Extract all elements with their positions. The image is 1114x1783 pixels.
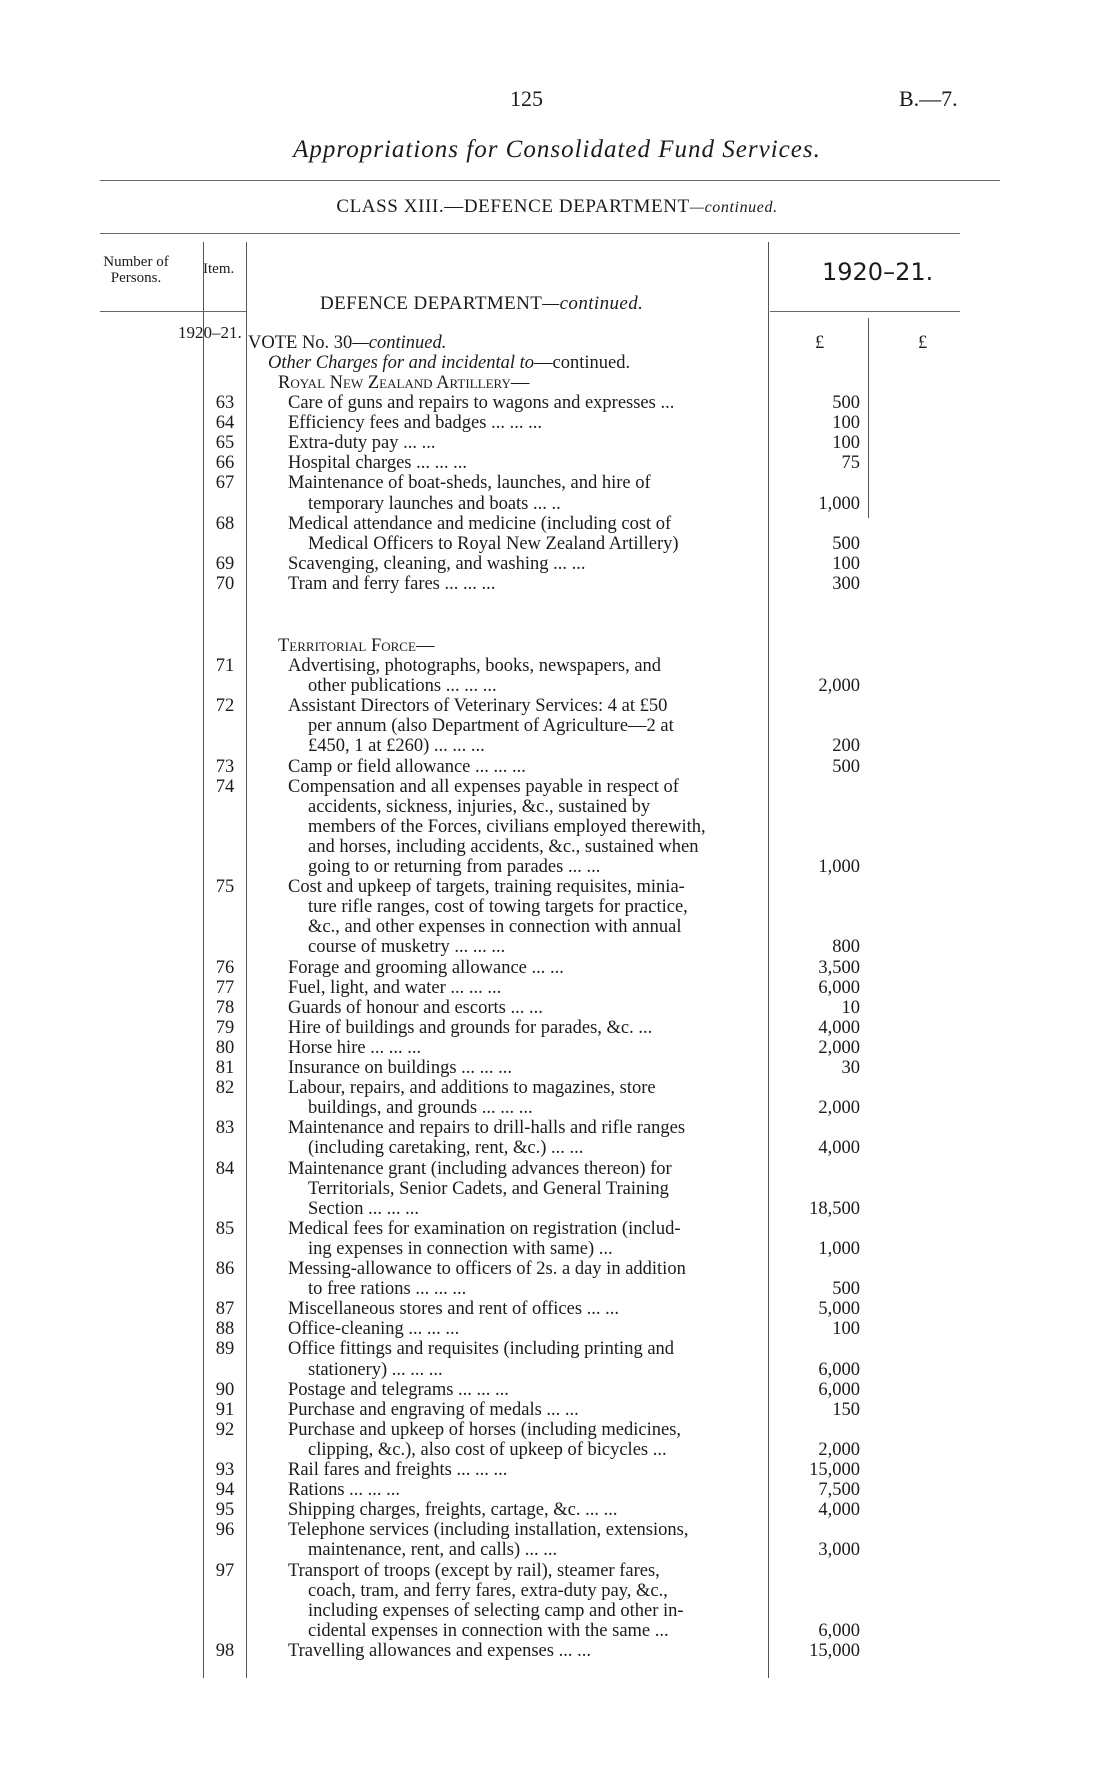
header-underline-right bbox=[770, 311, 960, 312]
item-description-line: Maintenance of boat-sheds, launches, and hire of bbox=[288, 473, 651, 494]
item-amount: 6,000 bbox=[818, 1620, 860, 1641]
item-description-line: Extra-duty pay ... ... bbox=[288, 433, 436, 454]
persons-year-header: 1920–21. bbox=[178, 323, 242, 342]
table-top-rule bbox=[100, 233, 960, 234]
item-amount: 200 bbox=[832, 736, 860, 757]
subheading-italic: Other Charges for and incidental to bbox=[268, 353, 535, 373]
item-amount: 6,000 bbox=[818, 1359, 860, 1380]
item-amount: 10 bbox=[841, 997, 860, 1018]
item-column-header: Item. bbox=[203, 261, 235, 277]
item-amount: 7,500 bbox=[818, 1480, 860, 1501]
item-description-line: maintenance, rent, and calls) ... ... bbox=[308, 1540, 558, 1561]
item-description-line: Hospital charges ... ... ... bbox=[288, 453, 467, 474]
item-amount: 1,000 bbox=[818, 1238, 860, 1259]
item-description-line: temporary launches and boats ... .. bbox=[308, 493, 561, 514]
page-number: 125 bbox=[510, 86, 543, 111]
item-amount: 2,000 bbox=[818, 1098, 860, 1119]
year-column-header: 1920–21. bbox=[822, 258, 934, 286]
item-description-line: Medical fees for examination on registration (includ- bbox=[288, 1218, 681, 1239]
item-description-line: stationery) ... ... ... bbox=[308, 1359, 443, 1380]
item-amount: 500 bbox=[832, 393, 860, 413]
item-amount: 300 bbox=[832, 573, 860, 594]
item-description-line: (including caretaking, rent, &c.) ... ... bbox=[308, 1138, 584, 1159]
class-heading-continued: —continued. bbox=[689, 199, 778, 216]
item-number: 94 bbox=[215, 1480, 235, 1501]
item-description-line: Rations ... ... ... bbox=[288, 1480, 401, 1501]
item-description-line: Transport of troops (except by rail), steamer fares, bbox=[288, 1560, 660, 1581]
item-number: 90 bbox=[215, 1379, 235, 1400]
item-amount: 1,000 bbox=[818, 857, 860, 877]
item-description-line: Purchase and engraving of medals ... ... bbox=[288, 1399, 579, 1420]
item-description-line: going to or returning from parades ... ... bbox=[308, 857, 601, 877]
item-number: 77 bbox=[215, 977, 235, 998]
item-description-line: Postage and telegrams ... ... ... bbox=[288, 1379, 509, 1400]
item-number: 95 bbox=[215, 1500, 235, 1521]
item-description-line: accidents, sickness, injuries, &c., sustained by bbox=[308, 796, 651, 817]
item-number: 64 bbox=[215, 413, 235, 434]
item-number: 78 bbox=[215, 997, 235, 1018]
class-heading-main: CLASS XIII.—DEFENCE DEPARTMENT bbox=[336, 196, 690, 217]
item-amount: 75 bbox=[841, 453, 860, 474]
item-description-line: and horses, including accidents, &c., sustained when bbox=[308, 836, 699, 857]
item-amount: 18,500 bbox=[809, 1198, 860, 1219]
item-number: 93 bbox=[215, 1460, 235, 1480]
item-description-line: members of the Forces, civilians employed therewith, bbox=[308, 816, 706, 837]
item-amount: 800 bbox=[832, 937, 860, 958]
item-number: 69 bbox=[215, 553, 235, 574]
currency-symbol-1: £ bbox=[815, 333, 825, 353]
item-number: 79 bbox=[215, 1017, 235, 1038]
item-description-line: Rail fares and freights ... ... ... bbox=[288, 1460, 508, 1480]
header-underline-left bbox=[100, 311, 246, 312]
item-description-line: buildings, and grounds ... ... ... bbox=[308, 1098, 533, 1119]
section-heading-territorial: Territorial Force— bbox=[278, 636, 435, 656]
item-number: 82 bbox=[215, 1078, 235, 1099]
item-number: 72 bbox=[215, 696, 235, 717]
item-description-line: Compensation and all expenses payable in respect of bbox=[288, 776, 679, 797]
item-description-line: Medical attendance and medicine (including cost of bbox=[288, 513, 672, 534]
item-description-line: Camp or field allowance ... ... ... bbox=[288, 756, 526, 777]
item-number: 87 bbox=[215, 1299, 235, 1320]
item-description-line: Advertising, photographs, books, newspapers, and bbox=[288, 656, 662, 676]
item-description-line: Purchase and upkeep of horses (including medicines, bbox=[288, 1419, 682, 1440]
item-number: 67 bbox=[215, 473, 235, 494]
item-number: 88 bbox=[215, 1319, 235, 1340]
item-number: 70 bbox=[215, 573, 235, 594]
item-amount: 4,000 bbox=[818, 1138, 860, 1159]
item-description-line: Horse hire ... ... ... bbox=[288, 1037, 422, 1058]
item-amount: 500 bbox=[832, 533, 860, 554]
item-number: 85 bbox=[215, 1218, 235, 1239]
item-description-line: Labour, repairs, and additions to magazines, store bbox=[288, 1078, 656, 1099]
persons-column-header: Number of Persons. bbox=[103, 254, 169, 286]
item-number: 76 bbox=[215, 957, 235, 978]
department-heading-continued: —continued. bbox=[542, 293, 644, 314]
item-description-line: coach, tram, and ferry fares, extra-duty pay, &c., bbox=[308, 1580, 668, 1601]
class-heading bbox=[0, 196, 1114, 218]
item-description-line: Assistant Directors of Veterinary Services: 4 at £50 bbox=[288, 696, 668, 717]
item-amount: 6,000 bbox=[818, 977, 860, 998]
item-description-line: Messing-allowance to officers of 2s. a day in addition bbox=[288, 1259, 686, 1279]
item-amount: 2,000 bbox=[818, 676, 860, 697]
item-description-line: course of musketry ... ... ... bbox=[308, 937, 506, 958]
item-number: 75 bbox=[215, 877, 235, 898]
item-amount: 500 bbox=[832, 1279, 860, 1300]
item-description-line: cidental expenses in connection with the same ... bbox=[308, 1620, 669, 1641]
currency-symbol-2: £ bbox=[918, 333, 928, 353]
item-description-line: &c., and other expenses in connection with annual bbox=[308, 917, 682, 938]
item-description-line: Medical Officers to Royal New Zealand Artillery) bbox=[308, 533, 679, 554]
item-amount: 4,000 bbox=[818, 1500, 860, 1521]
item-description-line: Forage and grooming allowance ... ... bbox=[288, 957, 564, 978]
item-description-line: Travelling allowances and expenses ... ... bbox=[288, 1640, 591, 1661]
item-description-line: Miscellaneous stores and rent of offices ... ... bbox=[288, 1299, 620, 1320]
item-amount: 3,500 bbox=[818, 957, 860, 978]
item-description-line: Care of guns and repairs to wagons and expresses ... bbox=[288, 393, 675, 413]
item-description-line: Telephone services (including installation, extensions, bbox=[288, 1520, 689, 1541]
item-amount: 6,000 bbox=[818, 1379, 860, 1400]
item-amount: 100 bbox=[832, 433, 860, 454]
item-amount: 2,000 bbox=[818, 1439, 860, 1460]
item-description-line: Fuel, light, and water ... ... ... bbox=[288, 977, 502, 998]
item-number: 96 bbox=[215, 1520, 235, 1541]
item-description-line: including expenses of selecting camp and other in- bbox=[308, 1600, 684, 1621]
item-number: 92 bbox=[215, 1419, 235, 1440]
item-amount: 100 bbox=[832, 1319, 860, 1340]
item-number: 63 bbox=[215, 393, 235, 413]
vote-heading-main: VOTE No. 30 bbox=[248, 333, 353, 353]
item-description-line: Insurance on buildings ... ... ... bbox=[288, 1058, 513, 1078]
item-description-line: Tram and ferry fares ... ... ... bbox=[288, 573, 496, 594]
department-heading bbox=[320, 293, 643, 315]
section-heading-rnza: Royal New Zealand Artillery— bbox=[278, 373, 530, 393]
item-description-line: Hire of buildings and grounds for parades, &c. ... bbox=[288, 1017, 653, 1038]
item-amount: 5,000 bbox=[818, 1299, 860, 1320]
item-amount: 3,000 bbox=[818, 1540, 860, 1561]
vote-heading-continued: —continued. bbox=[352, 333, 447, 353]
item-description-line: clipping, &c.), also cost of upkeep of bicycles ... bbox=[308, 1439, 667, 1460]
item-description-line: other publications ... ... ... bbox=[308, 676, 497, 697]
item-amount: 500 bbox=[832, 756, 860, 777]
item-number: 89 bbox=[215, 1339, 235, 1360]
item-number: 73 bbox=[215, 756, 235, 777]
amount-column-divider bbox=[868, 318, 869, 518]
item-description-line: Maintenance grant (including advances thereon) for bbox=[288, 1158, 672, 1179]
item-description-line: Territorials, Senior Cadets, and General Training bbox=[308, 1178, 669, 1199]
item-number: 84 bbox=[215, 1158, 235, 1179]
item-amount: 2,000 bbox=[818, 1037, 860, 1058]
item-number: 74 bbox=[215, 776, 235, 797]
item-description-line: per annum (also Department of Agriculture—2 at bbox=[308, 716, 674, 737]
item-description-line: Maintenance and repairs to drill-halls and rifle ranges bbox=[288, 1118, 686, 1139]
item-description-line: Office-cleaning ... ... ... bbox=[288, 1319, 460, 1340]
item-number: 83 bbox=[215, 1118, 235, 1139]
vote-heading bbox=[248, 333, 446, 353]
item-description-line: Guards of honour and escorts ... ... bbox=[288, 997, 543, 1018]
item-amount: 30 bbox=[841, 1058, 860, 1078]
page-title: Appropriations for Consolidated Fund Services. bbox=[293, 136, 821, 163]
item-number: 81 bbox=[215, 1058, 235, 1078]
item-description-line: Efficiency fees and badges ... ... ... bbox=[288, 413, 542, 434]
document-reference: B.—7. bbox=[899, 86, 958, 111]
item-number: 68 bbox=[215, 513, 235, 534]
item-description-line: Section ... ... ... bbox=[308, 1198, 419, 1219]
item-amount: 1,000 bbox=[818, 493, 860, 514]
item-number: 66 bbox=[215, 453, 235, 474]
title-divider bbox=[100, 180, 1000, 181]
department-heading-main: DEFENCE DEPARTMENT bbox=[320, 293, 543, 314]
item-amount: 15,000 bbox=[809, 1640, 860, 1661]
item-description-line: Office fittings and requisites (including printing and bbox=[288, 1339, 675, 1360]
item-number: 91 bbox=[215, 1399, 235, 1420]
item-number: 98 bbox=[215, 1640, 235, 1661]
item-amount: 4,000 bbox=[818, 1017, 860, 1038]
subheading bbox=[268, 353, 630, 373]
item-number: 65 bbox=[215, 433, 235, 454]
item-description-line: Scavenging, cleaning, and washing ... ... bbox=[288, 553, 586, 574]
item-description-line: £450, 1 at £260) ... ... ... bbox=[308, 736, 485, 757]
item-description-line: Shipping charges, freights, cartage, &c. ... ... bbox=[288, 1500, 618, 1521]
item-description-line: ture rifle ranges, cost of towing targets for practice, bbox=[308, 897, 688, 918]
item-description-line: to free rations ... ... ... bbox=[308, 1279, 467, 1300]
item-number: 80 bbox=[215, 1037, 235, 1058]
item-number: 71 bbox=[215, 656, 235, 676]
subheading-tail: —continued. bbox=[534, 353, 631, 373]
item-description-line: ing expenses in connection with same) ... bbox=[308, 1238, 613, 1259]
item-amount: 150 bbox=[832, 1399, 860, 1420]
item-number: 86 bbox=[215, 1259, 235, 1279]
item-number: 97 bbox=[215, 1560, 235, 1581]
item-amount: 15,000 bbox=[809, 1460, 860, 1480]
item-amount: 100 bbox=[832, 413, 860, 434]
item-amount: 100 bbox=[832, 553, 860, 574]
item-description-line: Cost and upkeep of targets, training requisites, minia- bbox=[288, 877, 685, 898]
